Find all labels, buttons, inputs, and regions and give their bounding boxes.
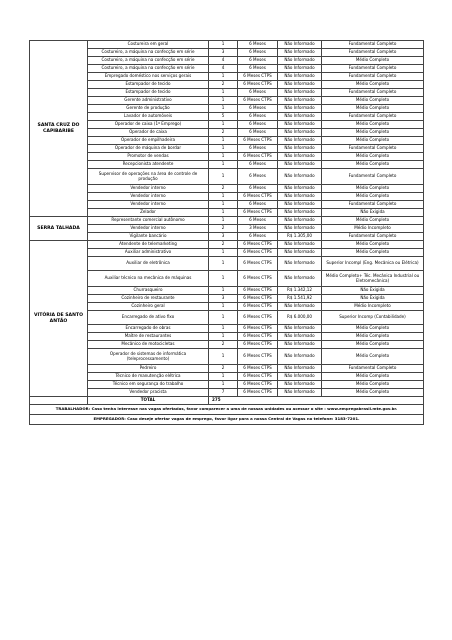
education-cell: Médio Completo <box>322 241 424 249</box>
vacancies-cell: 1 <box>209 153 238 161</box>
vacancies-cell: 1 <box>209 287 238 295</box>
experience-cell: 6 Meses CTPS <box>238 209 278 217</box>
salary-cell: Não Informado <box>278 185 322 193</box>
experience-cell: 6 Meses CTPS <box>238 349 278 365</box>
vacancies-cell: 1 <box>209 105 238 113</box>
city-cell: VITÓRIA DE SANTO ANTÃO <box>30 241 88 397</box>
experience-cell: 6 Meses CTPS <box>238 81 278 89</box>
salary-cell: Não Informado <box>278 341 322 349</box>
salary-cell: Não Informado <box>278 373 322 381</box>
table-row <box>30 105 424 113</box>
education-cell: Fundamental Completo <box>322 49 424 57</box>
employer-note: EMPREGADOR: Caso deseje ofertar vagas de emprego, favor ligar para a nossa Central de Vagas no telefone: 3183-7201. <box>30 415 424 425</box>
table-row <box>30 49 424 57</box>
table-row <box>30 169 424 185</box>
salary-cell: Não Informado <box>278 217 322 225</box>
education-cell: Médio Completo <box>322 325 424 333</box>
education-cell: Médio Completo <box>322 193 424 201</box>
salary-cell: Não Informado <box>278 209 322 217</box>
experience-cell: 6 Meses CTPS <box>238 249 278 257</box>
table-row <box>30 295 424 303</box>
table-row <box>30 249 424 257</box>
experience-cell: 6 Meses <box>238 57 278 65</box>
salary-cell: Não Informado <box>278 121 322 129</box>
table-row <box>30 311 424 325</box>
experience-cell: 6 Meses <box>238 201 278 209</box>
vacancies-cell: 1 <box>209 161 238 169</box>
worker-note: TRABALHADOR: Caso tenha interesse nas vagas ofertadas, favor comparecer a uma de nossas unidades ou acessar o site : www.empregabrasil.mte.gov.br. <box>30 405 424 415</box>
experience-cell: 6 Meses <box>238 145 278 153</box>
occupation-cell: Vendedor interno <box>88 201 209 209</box>
experience-cell: 6 Meses CTPS <box>238 341 278 349</box>
city-cell: SERRA TALHADA <box>30 217 88 241</box>
vacancies-cell: 1 <box>209 217 238 225</box>
city-cell: SANTA CRUZ DO CAPIBARIBE <box>30 41 88 217</box>
experience-cell: 6 Meses <box>238 169 278 185</box>
table-row <box>30 365 424 373</box>
vacancies-cell: 4 <box>209 57 238 65</box>
education-cell: Não Exigida <box>322 287 424 295</box>
vacancies-cell: 1 <box>209 145 238 153</box>
experience-cell: 6 Meses CTPS <box>238 333 278 341</box>
education-cell: Médio Completo <box>322 185 424 193</box>
table-row <box>30 325 424 333</box>
table-row <box>30 145 424 153</box>
vacancies-cell: 1 <box>209 249 238 257</box>
education-cell: Médio Completo <box>322 249 424 257</box>
vacancies-cell: 1 <box>209 257 238 271</box>
occupation-cell: Vigilante bancário <box>88 233 209 241</box>
education-cell: Médio Completo <box>322 105 424 113</box>
experience-cell: 6 Meses CTPS <box>238 193 278 201</box>
education-cell: Médio Completo <box>322 81 424 89</box>
table-row <box>30 161 424 169</box>
experience-cell: 6 Meses <box>238 161 278 169</box>
salary-cell: Não Informado <box>278 389 322 397</box>
experience-cell: 6 Meses <box>238 113 278 121</box>
table-row <box>30 129 424 137</box>
vacancies-cell: 2 <box>209 81 238 89</box>
education-cell: Fundamental Completo <box>322 169 424 185</box>
table-row <box>30 201 424 209</box>
vacancies-cell: 3 <box>209 295 238 303</box>
vacancies-cell: 1 <box>209 333 238 341</box>
table-row <box>30 217 424 225</box>
salary-cell: Não Informado <box>278 333 322 341</box>
vacancies-cell: 2 <box>209 365 238 373</box>
education-cell: Médio Completo <box>322 153 424 161</box>
occupation-cell: Recepcionista atendente <box>88 161 209 169</box>
occupation-cell: Auxiliar administrativo <box>88 249 209 257</box>
experience-cell: 6 Meses CTPS <box>238 137 278 145</box>
occupation-cell: Técnico de manutenção elétrica <box>88 373 209 381</box>
total-spacer <box>30 397 88 405</box>
education-cell: Médio Completo <box>322 97 424 105</box>
table-row <box>30 373 424 381</box>
salary-cell: Não Informado <box>278 325 322 333</box>
experience-cell: 6 Meses CTPS <box>238 287 278 295</box>
total-row <box>30 397 424 405</box>
vacancies-cell: 1 <box>209 373 238 381</box>
occupation-cell: Estampador de tecido <box>88 81 209 89</box>
salary-cell: Não Informado <box>278 137 322 145</box>
occupation-cell: Churrasqueiro <box>88 287 209 295</box>
vacancies-cell: 2 <box>209 341 238 349</box>
education-cell: Médio Completo <box>322 349 424 365</box>
experience-cell: 6 Meses <box>238 41 278 49</box>
occupation-cell: Estampador de tecido <box>88 89 209 97</box>
vacancies-cell: 5 <box>209 113 238 121</box>
salary-cell: Não Informado <box>278 49 322 57</box>
education-cell: Médio Completo <box>322 373 424 381</box>
vacancies-cell: 3 <box>209 49 238 57</box>
vacancies-cell: 1 <box>209 381 238 389</box>
salary-cell: R$ 1.342,12 <box>278 287 322 295</box>
occupation-cell: Costureiro, a máquina na confecção em série <box>88 65 209 73</box>
vacancies-cell: 1 <box>209 97 238 105</box>
vacancies-cell: 1 <box>209 209 238 217</box>
table-row <box>30 349 424 365</box>
education-cell: Médio Completo+ Téc. Mecânica Industrial ou Eletromecânica) <box>322 271 424 287</box>
vacancies-cell: 7 <box>209 389 238 397</box>
table-row <box>30 225 424 233</box>
table-row <box>30 341 424 349</box>
education-cell: Médio Completo <box>322 129 424 137</box>
education-cell: Fundamental Completo <box>322 65 424 73</box>
experience-cell: 6 Meses <box>238 49 278 57</box>
table-row <box>30 185 424 193</box>
occupation-cell: Vendedor interno <box>88 185 209 193</box>
experience-cell: 6 Meses <box>238 65 278 73</box>
salary-cell: Não Informado <box>278 241 322 249</box>
education-cell: Superior Incompl (Eng. Mecânica ou Elétrica) <box>322 257 424 271</box>
occupation-cell: Operador de sistemas de informática (teleprocessamento) <box>88 349 209 365</box>
salary-cell: Não Informado <box>278 249 322 257</box>
vacancies-cell: 2 <box>209 225 238 233</box>
occupation-cell: Maître de restaurantes <box>88 333 209 341</box>
occupation-cell: Gerente administrativo <box>88 97 209 105</box>
occupation-cell: Atendente de telemarketing <box>88 241 209 249</box>
salary-cell: Não Informado <box>278 65 322 73</box>
education-cell: Fundamental Completo <box>322 365 424 373</box>
occupation-cell: Operador de caixa (1º Emprego) <box>88 121 209 129</box>
salary-cell: Não Informado <box>278 161 322 169</box>
salary-cell: Não Informado <box>278 73 322 81</box>
education-cell: Fundamental Completo <box>322 201 424 209</box>
occupation-cell: Operador de empilhadeira <box>88 137 209 145</box>
occupation-cell: Vendedor pracista <box>88 389 209 397</box>
vacancies-cell: 2 <box>209 241 238 249</box>
table-row <box>30 287 424 295</box>
salary-cell: Não Informado <box>278 349 322 365</box>
vacancies-cell: 4 <box>209 65 238 73</box>
vacancies-cell: 1 <box>209 41 238 49</box>
vacancies-cell: 1 <box>209 201 238 209</box>
experience-cell: 6 Meses CTPS <box>238 271 278 287</box>
education-cell: Médio Completo <box>322 333 424 341</box>
salary-cell: Não Informado <box>278 81 322 89</box>
education-cell: Médio Completo <box>322 341 424 349</box>
vacancies-cell: 1 <box>209 193 238 201</box>
salary-cell: Não Informado <box>278 225 322 233</box>
education-cell: Médio Completo <box>322 121 424 129</box>
education-cell: Médio Completo <box>322 57 424 65</box>
experience-cell: 6 Meses <box>238 121 278 129</box>
education-cell: Médio Incompleto <box>322 225 424 233</box>
job-vacancies-table <box>29 40 424 425</box>
salary-cell: Não Informado <box>278 41 322 49</box>
salary-cell: Não Informado <box>278 89 322 97</box>
occupation-cell: Técnico em segurança do trabalho <box>88 381 209 389</box>
vacancies-cell: 1 <box>209 73 238 81</box>
experience-cell: 6 Meses <box>238 185 278 193</box>
table-row <box>30 257 424 271</box>
table-row <box>30 89 424 97</box>
experience-cell: 6 Meses <box>238 217 278 225</box>
salary-cell: Não Informado <box>278 113 322 121</box>
table-row <box>30 389 424 397</box>
education-cell: Médio Incompleto <box>322 303 424 311</box>
experience-cell: 6 Meses CTPS <box>238 303 278 311</box>
vacancies-cell: 1 <box>209 311 238 325</box>
occupation-cell: Cozinheiro de restaurante <box>88 295 209 303</box>
experience-cell: 6 Meses CTPS <box>238 97 278 105</box>
occupation-cell: Gerente de produção <box>88 105 209 113</box>
experience-cell: 3 Meses <box>238 225 278 233</box>
experience-cell: 6 Meses <box>238 105 278 113</box>
salary-cell: Não Informado <box>278 105 322 113</box>
salary-cell: Não Informado <box>278 129 322 137</box>
table-row <box>30 241 424 249</box>
salary-cell: Não Informado <box>278 201 322 209</box>
experience-cell: 6 Meses <box>238 129 278 137</box>
vacancies-cell: 1 <box>209 169 238 185</box>
table-row <box>30 41 424 49</box>
salary-cell: Não Informado <box>278 193 322 201</box>
occupation-cell: Auxiliar de eletrônica <box>88 257 209 271</box>
table-row <box>30 81 424 89</box>
jobs-document <box>29 40 423 425</box>
education-cell: Médio Completo <box>322 137 424 145</box>
education-cell: Fundamental Completo <box>322 41 424 49</box>
salary-cell: R$ 1.305,00 <box>278 233 322 241</box>
salary-cell: Não Informado <box>278 57 322 65</box>
salary-cell: Não Informado <box>278 303 322 311</box>
salary-cell: Não Informado <box>278 169 322 185</box>
experience-cell: 6 Meses CTPS <box>238 381 278 389</box>
salary-cell: Não Informado <box>278 271 322 287</box>
table-row <box>30 233 424 241</box>
salary-cell: Não Informado <box>278 97 322 105</box>
table-row <box>30 73 424 81</box>
education-cell: Médio Completo <box>322 389 424 397</box>
education-cell: Médio Completo <box>322 381 424 389</box>
note-row <box>30 415 424 425</box>
occupation-cell: Vendedor interno <box>88 193 209 201</box>
salary-cell: R$ 6.000,00 <box>278 311 322 325</box>
occupation-cell: Vendedor interno <box>88 225 209 233</box>
vacancies-cell: 1 <box>209 325 238 333</box>
salary-cell: R$ 1.541,92 <box>278 295 322 303</box>
occupation-cell: Encarregado de obras <box>88 325 209 333</box>
salary-cell: Não Informado <box>278 365 322 373</box>
education-cell: Médio Completo <box>322 217 424 225</box>
education-cell: Fundamental Completo <box>322 73 424 81</box>
occupation-cell: Pedreiro <box>88 365 209 373</box>
experience-cell: 6 Meses CTPS <box>238 73 278 81</box>
vacancies-cell: 1 <box>209 349 238 365</box>
experience-cell: 6 Meses CTPS <box>238 365 278 373</box>
education-cell: Médio Completo <box>322 161 424 169</box>
occupation-cell: Supervisor de operações na área de controle de produção <box>88 169 209 185</box>
experience-cell: 6 Meses CTPS <box>238 389 278 397</box>
experience-cell: 6 Meses <box>238 89 278 97</box>
experience-cell: 6 Meses CTPS <box>238 325 278 333</box>
total-value: 275 <box>209 397 424 405</box>
table-row <box>30 193 424 201</box>
table-row <box>30 153 424 161</box>
vacancies-cell: 1 <box>209 137 238 145</box>
occupation-cell: Encarregado de ativo fixo <box>88 311 209 325</box>
table-row <box>30 121 424 129</box>
occupation-cell: Empregado doméstico nos serviços gerais <box>88 73 209 81</box>
table-row <box>30 209 424 217</box>
occupation-cell: Mecânico de motocicletas <box>88 341 209 349</box>
education-cell: Fundamental Completo <box>322 233 424 241</box>
experience-cell: 6 Meses <box>238 233 278 241</box>
occupation-cell: Costureiro, a máquina na confecção em série <box>88 57 209 65</box>
table-row <box>30 137 424 145</box>
vacancies-cell: 1 <box>209 303 238 311</box>
salary-cell: Não Informado <box>278 381 322 389</box>
salary-cell: Não Informado <box>278 145 322 153</box>
experience-cell: 6 Meses CTPS <box>238 311 278 325</box>
note-row <box>30 405 424 415</box>
education-cell: Não Exigida <box>322 295 424 303</box>
vacancies-cell: 1 <box>209 271 238 287</box>
occupation-cell: Cozinheiro geral <box>88 303 209 311</box>
occupation-cell: Operador de caixa <box>88 129 209 137</box>
occupation-cell: Operador de máquina de bordar <box>88 145 209 153</box>
vacancies-cell: 2 <box>209 129 238 137</box>
total-label: TOTAL <box>88 397 209 405</box>
table-row <box>30 303 424 311</box>
table-row <box>30 333 424 341</box>
education-cell: Superior Incomp (Contabilidade) <box>322 311 424 325</box>
education-cell: Fundamental Completo <box>322 145 424 153</box>
vacancies-cell: 1 <box>209 121 238 129</box>
table-row <box>30 97 424 105</box>
vacancies-cell: 2 <box>209 185 238 193</box>
occupation-cell: Auxiliar técnico na mecânica de máquinas <box>88 271 209 287</box>
table-row <box>30 57 424 65</box>
vacancies-cell: 1 <box>209 89 238 97</box>
vacancies-cell: 3 <box>209 233 238 241</box>
salary-cell: Não Informado <box>278 153 322 161</box>
education-cell: Fundamental Completo <box>322 89 424 97</box>
occupation-cell: Costureira em geral <box>88 41 209 49</box>
salary-cell: Não Informado <box>278 257 322 271</box>
education-cell: Não Exigida <box>322 209 424 217</box>
experience-cell: 6 Meses CTPS <box>238 257 278 271</box>
occupation-cell: Lavador de automóveis <box>88 113 209 121</box>
occupation-cell: Zelador <box>88 209 209 217</box>
education-cell: Fundamental Completo <box>322 113 424 121</box>
experience-cell: 6 Meses CTPS <box>238 373 278 381</box>
occupation-cell: Costureiro, a máquina na confecção em série <box>88 49 209 57</box>
table-row <box>30 271 424 287</box>
table-row <box>30 65 424 73</box>
occupation-cell: Representante comercial autônomo <box>88 217 209 225</box>
occupation-cell: Promotor de vendas <box>88 153 209 161</box>
table-row <box>30 113 424 121</box>
table-row <box>30 381 424 389</box>
experience-cell: 6 Meses CTPS <box>238 295 278 303</box>
experience-cell: 6 Meses CTPS <box>238 153 278 161</box>
experience-cell: 6 Meses CTPS <box>238 241 278 249</box>
